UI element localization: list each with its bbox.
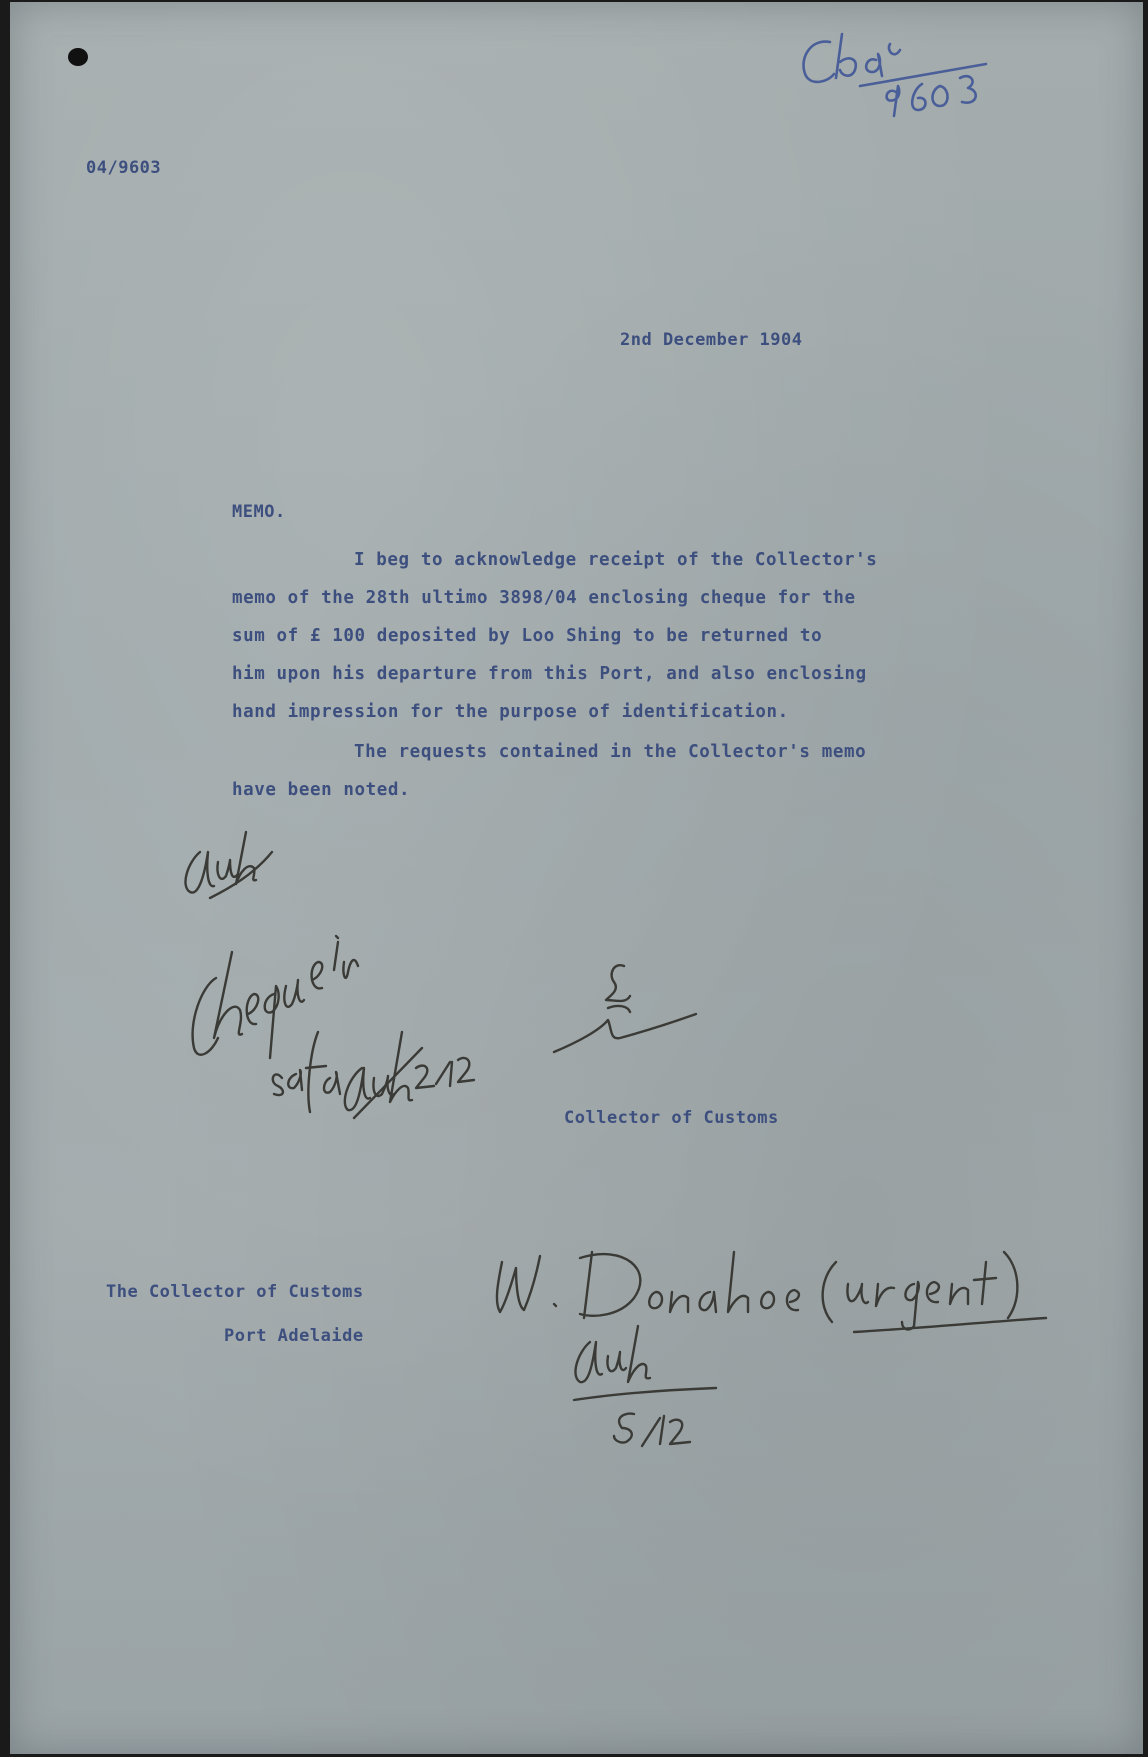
handwritten-cheque-note (178, 882, 478, 1112)
receiver-signature (484, 1222, 1144, 1452)
body-line: sum of £ 100 deposited by Loo Shing to be returned to (232, 626, 823, 646)
addressee-line-2: Port Adelaide (224, 1326, 364, 1346)
signature-mark-icon (550, 960, 710, 1060)
memo-date: 2nd December 1904 (620, 330, 803, 350)
memo-heading: MEMO. (232, 502, 286, 522)
body-line: The requests contained in the Collector's memo (354, 742, 867, 762)
body-line: him upon his departure from this Port, and also enclosing (232, 664, 867, 684)
file-reference: 04/9603 (86, 158, 162, 178)
handwritten-reference-stamp (790, 20, 1000, 130)
cheque-note-handwriting-icon (178, 882, 478, 1112)
collector-signature-mark (550, 960, 710, 1060)
memo-sheet (10, 2, 1143, 1754)
body-line: I beg to acknowledge receipt of the Collector's (354, 550, 878, 570)
body-line: have been noted. (232, 780, 411, 800)
punch-hole (68, 48, 88, 66)
signatory-title: Collector of Customs (564, 1108, 779, 1128)
receiver-signature-icon (484, 1222, 1144, 1452)
body-line: memo of the 28th ultimo 3898/04 enclosing cheque for the (232, 588, 856, 608)
reference-handwriting-icon (790, 20, 1000, 130)
body-line: hand impression for the purpose of identification. (232, 702, 789, 722)
addressee-line-1: The Collector of Customs (106, 1282, 364, 1302)
